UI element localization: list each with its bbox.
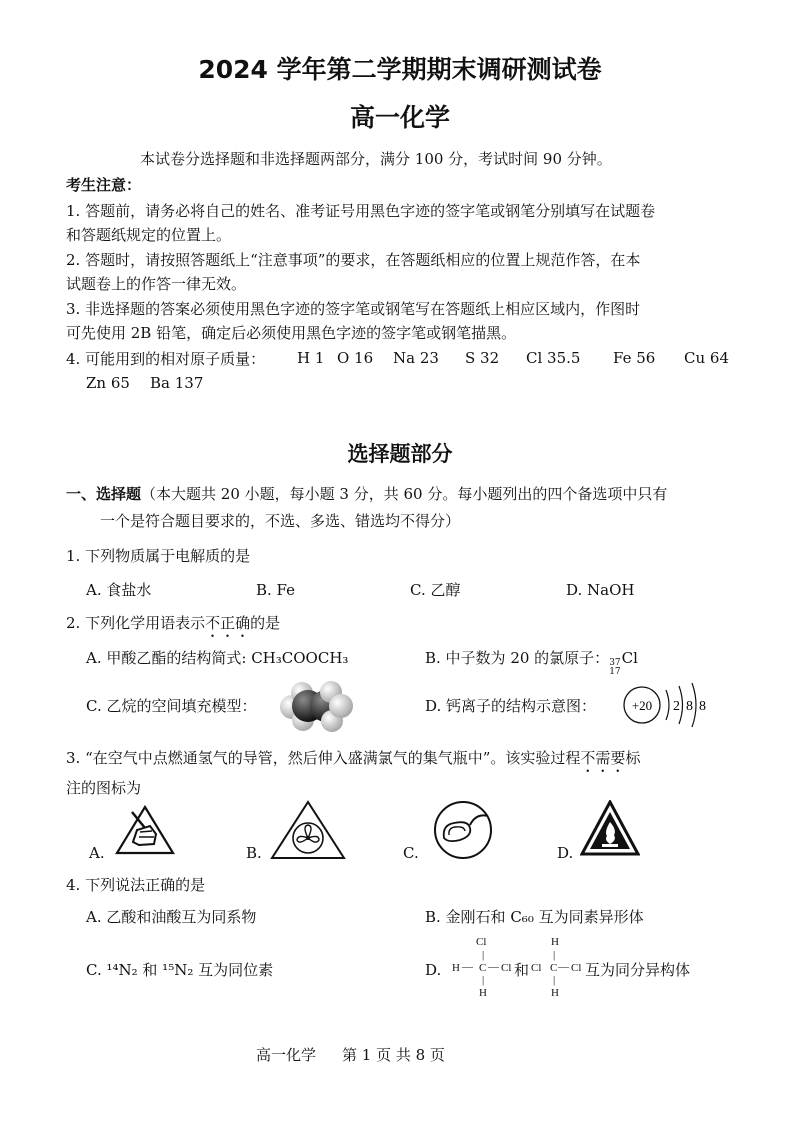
q2-option-b[interactable] <box>425 648 638 677</box>
s2-right-cl: Cl <box>571 962 582 974</box>
q2-b-text: B. 中子数为 20 的氯原子： <box>425 649 610 667</box>
s1-left-h: H <box>452 962 460 974</box>
s1-center-c: C <box>479 962 487 974</box>
ca-shell-1: 2 <box>673 699 680 714</box>
q4-d-structure-2: H | Cl C — Cl | H <box>531 936 582 999</box>
s1-right-cl: Cl <box>501 962 512 974</box>
q2-stem <box>66 613 280 641</box>
notice-item-1a: 1. 答题前，请务必将自己的姓名、准考证号用黑色字迹的签字笔或钢笔分别填写在试题卷 <box>66 202 656 220</box>
q2-stem-emph: 不正确 <box>205 614 251 632</box>
q4-stem: 4. 下列说法正确的是 <box>66 876 206 894</box>
part-desc-1: （本大题共 20 小题，每小题 3 分，共 60 分。每小题列出的四个备选项中只有 <box>141 485 668 503</box>
q3-stem-2: 注的图标为 <box>66 779 142 797</box>
mass-s: S 32 <box>465 349 500 367</box>
hot-surface-icon <box>430 800 496 860</box>
hand-wash-icon <box>114 804 176 856</box>
mass-na: Na 23 <box>393 349 439 367</box>
mass-fe: Fe 56 <box>613 349 656 367</box>
s1-top-cl: Cl <box>476 936 487 948</box>
ca-shell-3: 8 <box>699 699 706 714</box>
q2-b-number: 17 <box>609 667 621 677</box>
q4-d-prefix: D. <box>425 961 442 979</box>
q2-b-isotope <box>609 659 620 677</box>
q2-stem-post: 的是 <box>250 614 281 632</box>
notice-item-1b: 和答题纸规定的位置上。 <box>66 226 232 244</box>
s2-bottom-h: H <box>551 987 559 999</box>
q2-option-d[interactable]: D. 钙离子的结构示意图： <box>425 697 597 715</box>
q1-option-b[interactable]: B. Fe <box>256 581 296 599</box>
notice-item-3a: 3. 非选择题的答案必须使用黑色字迹的签字笔或钢笔写在答题纸上相应区域内，作图时 <box>66 300 641 318</box>
q4-d-and: 和 <box>514 961 530 979</box>
notice-item-2a: 2. 答题时，请按照答题纸上“注意事项”的要求，在答题纸相应的位置上规范作答，在本 <box>66 251 641 269</box>
notice-heading: 考生注意： <box>66 176 142 194</box>
footer-page-info: 第 1 页 共 8 页 <box>342 1046 445 1064</box>
q4-option-c[interactable]: C. ¹⁴N₂ 和 ¹⁵N₂ 互为同位素 <box>86 961 274 979</box>
exhaust-fan-icon <box>270 800 346 860</box>
ca-shell-2: 8 <box>686 699 693 714</box>
q1-option-a[interactable]: A. 食盐水 <box>86 581 152 599</box>
q4-d-suffix: 互为同分异构体 <box>585 961 691 979</box>
notice-item-4: 4. 可能用到的相对原子质量： <box>66 350 266 368</box>
q3-option-d[interactable]: D. <box>557 844 574 862</box>
exam-intro: 本试卷分选择题和非选择题两部分，满分 100 分，考试时间 90 分钟。 <box>140 150 612 168</box>
s2-top-h: H <box>551 936 559 948</box>
part-desc-2: 一个是符合题目要求的，不选、多选、错选均不得分） <box>100 512 461 530</box>
q2-stem-pre: 2. 下列化学用语表示 <box>66 614 206 632</box>
q4-option-b[interactable]: B. 金刚石和 C₆₀ 互为同素异形体 <box>425 908 644 926</box>
q3-stem-pre: 3. “在空气中点燃通氢气的导管，然后伸入盛满氯气的集气瓶中”。该实验过程 <box>66 749 581 767</box>
mass-h: H 1 <box>297 349 325 367</box>
section-title: 选择题部分 <box>347 442 453 466</box>
part-label: 一、选择题 <box>66 485 142 503</box>
q3-option-b[interactable]: B. <box>246 844 262 862</box>
subject-title: 高一化学 <box>349 103 450 132</box>
q2-b-mass: 37 <box>609 658 621 668</box>
q2-option-a[interactable] <box>86 648 348 668</box>
mass-cu: Cu 64 <box>684 349 729 367</box>
q2-b-symbol: Cl <box>621 649 638 667</box>
q4-option-d[interactable] <box>425 960 441 980</box>
q4-option-a[interactable]: A. 乙酸和油酸互为同系物 <box>86 908 257 926</box>
s2-center-c: C <box>550 962 558 974</box>
notice-item-2b: 试题卷上的作答一律无效。 <box>66 275 247 293</box>
q2-a-formula: CH₃COOCH₃ <box>251 649 349 667</box>
flammable-icon <box>580 800 640 858</box>
mass-cl: Cl 35.5 <box>526 349 581 367</box>
calcium-ion-diagram <box>620 678 720 732</box>
mass-zn: Zn 65 <box>86 374 130 392</box>
footer-subject: 高一化学 <box>256 1046 317 1064</box>
q2-a-text: A. 甲酸乙酯的结构简式: <box>86 649 252 667</box>
q3-option-c[interactable]: C. <box>403 844 419 862</box>
q3-stem-emph: 不需要 <box>580 749 626 767</box>
ca-nucleus-charge: +20 <box>631 698 653 713</box>
q2-option-c[interactable]: C. 乙烷的空间填充模型： <box>86 697 257 715</box>
q4-d-structure-1: Cl | H — C — Cl | H <box>452 936 512 999</box>
mass-ba: Ba 137 <box>150 374 204 392</box>
q3-stem-post: 标 <box>625 749 641 767</box>
part-heading <box>66 484 667 504</box>
exam-title: 2024 学年第二学期期末调研测试卷 <box>198 55 602 84</box>
q3-option-a[interactable]: A. <box>89 844 105 862</box>
ethane-space-filling-model <box>278 680 354 732</box>
mass-o: O 16 <box>337 349 374 367</box>
q1-option-c[interactable]: C. 乙醇 <box>410 581 461 599</box>
s2-left-cl: Cl <box>531 962 542 974</box>
notice-item-3b: 可先使用 2B 铅笔，确定后必须使用黑色字迹的签字笔或钢笔描黑。 <box>66 324 517 342</box>
q1-option-d[interactable]: D. NaOH <box>566 581 635 599</box>
s1-bottom-h: H <box>479 987 487 999</box>
q1-stem: 1. 下列物质属于电解质的是 <box>66 547 251 565</box>
q3-stem-1 <box>66 748 640 776</box>
